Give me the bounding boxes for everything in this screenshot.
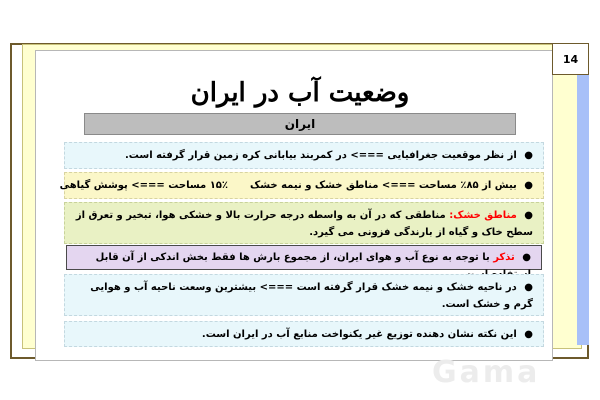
bullet-icon: ● [524,329,533,340]
bullet-text-part1: بیش از ۸۵٪ مساحت ===> مناطق خشک و نیمه خشک [250,180,517,191]
bullet-box-4 [66,245,542,270]
page-number: 14 [552,43,589,75]
bullet-text: با توجه به نوع آب و هوای ایران، از مجموع بارش ها فقط بخش اندکی از آن قابل [95,252,490,263]
bullet-box-1 [64,142,544,169]
bullet-highlight: مناطق خشک: [449,210,517,221]
bullet-text: از نظر موقعیت جغرافیایی ===> در کمربند بیابانی کره زمین قرار گرفته است. [124,150,517,161]
bullet-box-5 [64,274,544,316]
bullet-box-3 [64,202,544,244]
section-banner: ایران [84,113,516,135]
watermark-logo: Gama [432,355,541,390]
bullet-icon: ● [524,282,533,293]
bullet-text-part2: ۱۵٪ مساحت ===> پوشش گیاهی [59,180,228,191]
bullet-text: در ناحیه خشک و نیمه خشک قرار گرفته است ===> بیشترین وسعت ناحیه آب و هوایی گرم و خشک است. [90,282,533,310]
bullet-text: مناطقی که در آن به واسطه درجه حرارت بالا و خشکی هوا، تبخیر و تعرق از سطح خاک و گیاه از بارندگی فزونی می گیرد. [75,210,533,238]
bullet-icon: ● [524,150,533,161]
bullet-highlight: تذکر [493,252,515,263]
slide-title: وضعیت آب در ایران [190,78,410,108]
bullet-text: این نکته نشان دهنده توزیع غیر یکنواخت منابع آب در ایران است. [201,329,517,340]
bullet-icon: ● [524,180,533,191]
bullet-box-2 [59,172,544,199]
bullet-icon: ● [524,210,533,221]
bullet-icon: ● [522,252,531,263]
side-accent-strip [577,75,589,345]
bullet-box-6 [64,321,544,347]
